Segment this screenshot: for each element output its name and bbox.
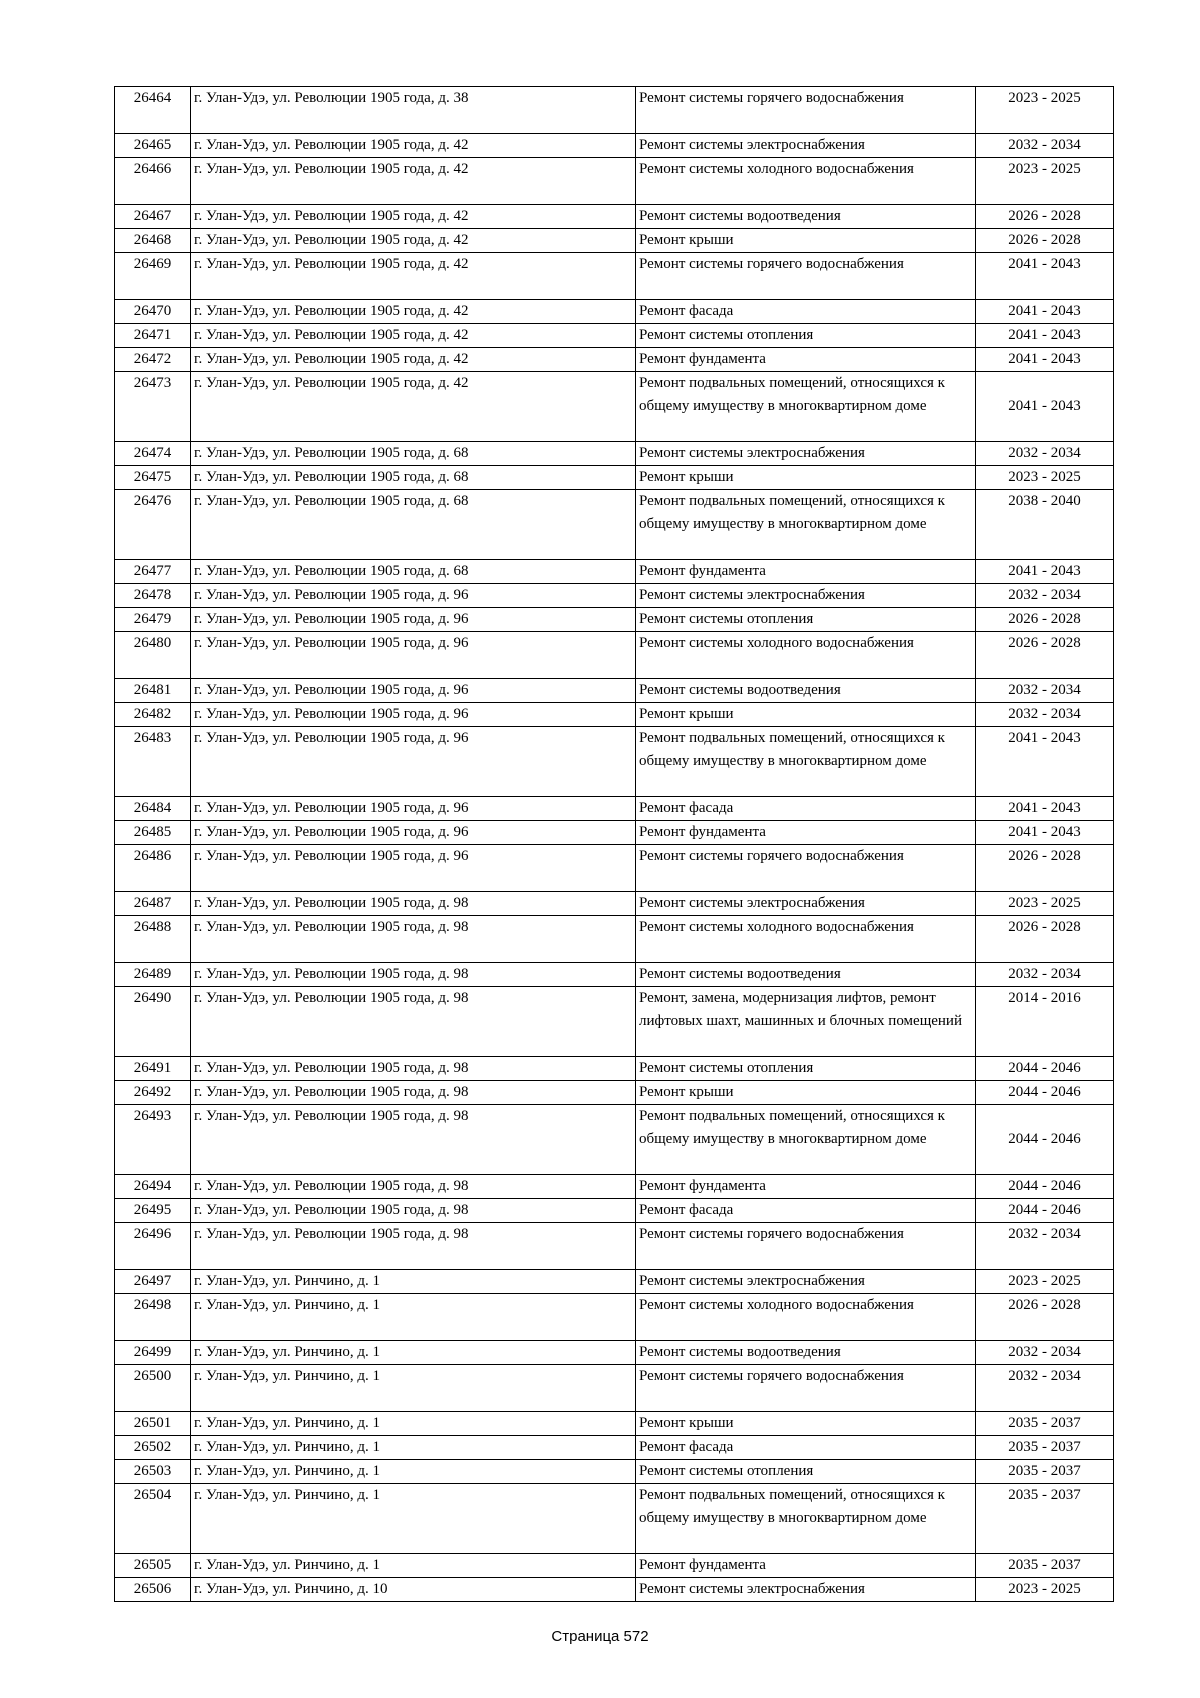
row-number-cell: 26504 [115, 1484, 191, 1554]
row-number-cell: 26506 [115, 1578, 191, 1602]
work-type-cell: Ремонт крыши [636, 229, 976, 253]
address-cell: г. Улан-Удэ, ул. Революции 1905 года, д. 42 [191, 205, 636, 229]
row-number-cell: 26486 [115, 845, 191, 892]
table-row [115, 1270, 1114, 1294]
table-row [115, 1294, 1114, 1341]
period-cell: 2044 - 2046 [976, 1105, 1114, 1175]
row-number-cell: 26488 [115, 916, 191, 963]
work-type-cell: Ремонт фундамента [636, 348, 976, 372]
address-cell: г. Улан-Удэ, ул. Ринчино, д. 1 [191, 1436, 636, 1460]
row-number-cell: 26465 [115, 134, 191, 158]
work-type-cell: Ремонт системы электроснабжения [636, 134, 976, 158]
address-cell: г. Улан-Удэ, ул. Революции 1905 года, д. 98 [191, 1057, 636, 1081]
row-number-cell: 26475 [115, 466, 191, 490]
row-number-cell: 26474 [115, 442, 191, 466]
period-cell: 2023 - 2025 [976, 892, 1114, 916]
row-number-cell: 26487 [115, 892, 191, 916]
row-number-cell: 26480 [115, 632, 191, 679]
period-cell: 2044 - 2046 [976, 1175, 1114, 1199]
period-cell: 2041 - 2043 [976, 324, 1114, 348]
row-number-cell: 26495 [115, 1199, 191, 1223]
row-number-cell: 26470 [115, 300, 191, 324]
period-cell: 2026 - 2028 [976, 608, 1114, 632]
row-number-cell: 26503 [115, 1460, 191, 1484]
work-type-cell: Ремонт фундамента [636, 1554, 976, 1578]
row-number-cell: 26471 [115, 324, 191, 348]
period-cell: 2032 - 2034 [976, 1341, 1114, 1365]
address-cell: г. Улан-Удэ, ул. Революции 1905 года, д. 98 [191, 1105, 636, 1175]
period-cell: 2032 - 2034 [976, 1223, 1114, 1270]
address-cell: г. Улан-Удэ, ул. Революции 1905 года, д. 98 [191, 892, 636, 916]
address-cell: г. Улан-Удэ, ул. Революции 1905 года, д. 42 [191, 158, 636, 205]
table-row [115, 608, 1114, 632]
work-type-cell: Ремонт фундамента [636, 560, 976, 584]
work-type-cell: Ремонт системы отопления [636, 324, 976, 348]
table-row [115, 821, 1114, 845]
row-number-cell: 26482 [115, 703, 191, 727]
table-row [115, 372, 1114, 442]
work-type-cell: Ремонт системы водоотведения [636, 679, 976, 703]
table-row [115, 1460, 1114, 1484]
work-type-cell: Ремонт фасада [636, 1436, 976, 1460]
address-cell: г. Улан-Удэ, ул. Революции 1905 года, д. 42 [191, 348, 636, 372]
period-cell: 2026 - 2028 [976, 632, 1114, 679]
table-row [115, 490, 1114, 560]
address-cell: г. Улан-Удэ, ул. Революции 1905 года, д. 96 [191, 797, 636, 821]
table-row [115, 1412, 1114, 1436]
work-type-cell: Ремонт подвальных помещений, относящихся к общему имуществу в многоквартирном доме [636, 1105, 976, 1175]
period-cell: 2023 - 2025 [976, 158, 1114, 205]
table-row [115, 1057, 1114, 1081]
capital-repair-table [114, 86, 1114, 1602]
period-cell: 2032 - 2034 [976, 703, 1114, 727]
table-row [115, 845, 1114, 892]
period-cell: 2026 - 2028 [976, 1294, 1114, 1341]
work-type-cell: Ремонт системы холодного водоснабжения [636, 632, 976, 679]
address-cell: г. Улан-Удэ, ул. Революции 1905 года, д. 42 [191, 324, 636, 348]
address-cell: г. Улан-Удэ, ул. Революции 1905 года, д. 38 [191, 87, 636, 134]
period-cell: 2032 - 2034 [976, 1365, 1114, 1412]
row-number-cell: 26472 [115, 348, 191, 372]
period-cell: 2041 - 2043 [976, 253, 1114, 300]
row-number-cell: 26493 [115, 1105, 191, 1175]
table-row [115, 466, 1114, 490]
address-cell: г. Улан-Удэ, ул. Ринчино, д. 1 [191, 1412, 636, 1436]
address-cell: г. Улан-Удэ, ул. Ринчино, д. 1 [191, 1460, 636, 1484]
row-number-cell: 26485 [115, 821, 191, 845]
address-cell: г. Улан-Удэ, ул. Революции 1905 года, д. 96 [191, 679, 636, 703]
row-number-cell: 26469 [115, 253, 191, 300]
address-cell: г. Улан-Удэ, ул. Революции 1905 года, д. 98 [191, 1199, 636, 1223]
row-number-cell: 26478 [115, 584, 191, 608]
table-row [115, 1223, 1114, 1270]
address-cell: г. Улан-Удэ, ул. Революции 1905 года, д. 42 [191, 300, 636, 324]
row-number-cell: 26466 [115, 158, 191, 205]
work-type-cell: Ремонт системы водоотведения [636, 1341, 976, 1365]
work-type-cell: Ремонт системы холодного водоснабжения [636, 916, 976, 963]
row-number-cell: 26476 [115, 490, 191, 560]
address-cell: г. Улан-Удэ, ул. Революции 1905 года, д. 96 [191, 845, 636, 892]
address-cell: г. Улан-Удэ, ул. Революции 1905 года, д. 98 [191, 987, 636, 1057]
period-cell: 2032 - 2034 [976, 584, 1114, 608]
work-type-cell: Ремонт системы горячего водоснабжения [636, 87, 976, 134]
table-row [115, 442, 1114, 466]
address-cell: г. Улан-Удэ, ул. Ринчино, д. 1 [191, 1341, 636, 1365]
work-type-cell: Ремонт фасада [636, 1199, 976, 1223]
row-number-cell: 26496 [115, 1223, 191, 1270]
row-number-cell: 26473 [115, 372, 191, 442]
row-number-cell: 26477 [115, 560, 191, 584]
work-type-cell: Ремонт системы отопления [636, 1460, 976, 1484]
table-row [115, 1554, 1114, 1578]
row-number-cell: 26484 [115, 797, 191, 821]
period-cell: 2041 - 2043 [976, 348, 1114, 372]
row-number-cell: 26467 [115, 205, 191, 229]
address-cell: г. Улан-Удэ, ул. Революции 1905 года, д. 98 [191, 963, 636, 987]
work-type-cell: Ремонт системы горячего водоснабжения [636, 845, 976, 892]
row-number-cell: 26499 [115, 1341, 191, 1365]
work-type-cell: Ремонт подвальных помещений, относящихся к общему имуществу в многоквартирном доме [636, 727, 976, 797]
period-cell: 2041 - 2043 [976, 560, 1114, 584]
address-cell: г. Улан-Удэ, ул. Ринчино, д. 1 [191, 1294, 636, 1341]
table-row [115, 679, 1114, 703]
row-number-cell: 26479 [115, 608, 191, 632]
address-cell: г. Улан-Удэ, ул. Революции 1905 года, д. 42 [191, 229, 636, 253]
table-row [115, 205, 1114, 229]
address-cell: г. Улан-Удэ, ул. Ринчино, д. 1 [191, 1554, 636, 1578]
work-type-cell: Ремонт системы электроснабжения [636, 1578, 976, 1602]
work-type-cell: Ремонт крыши [636, 466, 976, 490]
table-row [115, 1436, 1114, 1460]
address-cell: г. Улан-Удэ, ул. Революции 1905 года, д. 68 [191, 466, 636, 490]
address-cell: г. Улан-Удэ, ул. Революции 1905 года, д. 98 [191, 1175, 636, 1199]
period-cell: 2044 - 2046 [976, 1081, 1114, 1105]
address-cell: г. Улан-Удэ, ул. Ринчино, д. 1 [191, 1484, 636, 1554]
table-row [115, 253, 1114, 300]
table-row [115, 703, 1114, 727]
period-cell: 2023 - 2025 [976, 1270, 1114, 1294]
row-number-cell: 26464 [115, 87, 191, 134]
table-row [115, 324, 1114, 348]
table-row [115, 1341, 1114, 1365]
address-cell: г. Улан-Удэ, ул. Революции 1905 года, д. 42 [191, 134, 636, 158]
work-type-cell: Ремонт системы горячего водоснабжения [636, 253, 976, 300]
period-cell: 2026 - 2028 [976, 205, 1114, 229]
period-cell: 2023 - 2025 [976, 87, 1114, 134]
table-row [115, 87, 1114, 134]
period-cell: 2041 - 2043 [976, 821, 1114, 845]
table-row [115, 727, 1114, 797]
period-cell: 2041 - 2043 [976, 797, 1114, 821]
address-cell: г. Улан-Удэ, ул. Ринчино, д. 1 [191, 1365, 636, 1412]
row-number-cell: 26502 [115, 1436, 191, 1460]
period-cell: 2026 - 2028 [976, 229, 1114, 253]
row-number-cell: 26492 [115, 1081, 191, 1105]
row-number-cell: 26498 [115, 1294, 191, 1341]
period-cell: 2035 - 2037 [976, 1554, 1114, 1578]
table-body [115, 87, 1114, 1602]
period-cell: 2032 - 2034 [976, 679, 1114, 703]
period-cell: 2023 - 2025 [976, 466, 1114, 490]
table-row [115, 348, 1114, 372]
address-cell: г. Улан-Удэ, ул. Революции 1905 года, д. 68 [191, 490, 636, 560]
address-cell: г. Улан-Удэ, ул. Революции 1905 года, д. 96 [191, 608, 636, 632]
address-cell: г. Улан-Удэ, ул. Ринчино, д. 10 [191, 1578, 636, 1602]
period-cell: 2041 - 2043 [976, 372, 1114, 442]
table-row [115, 560, 1114, 584]
address-cell: г. Улан-Удэ, ул. Революции 1905 года, д. 68 [191, 560, 636, 584]
period-cell: 2041 - 2043 [976, 727, 1114, 797]
work-type-cell: Ремонт системы горячего водоснабжения [636, 1223, 976, 1270]
page-number: Страница 572 [551, 1628, 649, 1645]
table-row [115, 1578, 1114, 1602]
table-row [115, 134, 1114, 158]
row-number-cell: 26500 [115, 1365, 191, 1412]
period-cell: 2041 - 2043 [976, 300, 1114, 324]
address-cell: г. Улан-Удэ, ул. Революции 1905 года, д. 98 [191, 916, 636, 963]
address-cell: г. Улан-Удэ, ул. Революции 1905 года, д. 96 [191, 703, 636, 727]
period-cell: 2035 - 2037 [976, 1436, 1114, 1460]
period-cell: 2023 - 2025 [976, 1578, 1114, 1602]
row-number-cell: 26494 [115, 1175, 191, 1199]
period-cell: 2044 - 2046 [976, 1057, 1114, 1081]
period-cell: 2032 - 2034 [976, 134, 1114, 158]
row-number-cell: 26490 [115, 987, 191, 1057]
address-cell: г. Улан-Удэ, ул. Ринчино, д. 1 [191, 1270, 636, 1294]
work-type-cell: Ремонт системы холодного водоснабжения [636, 1294, 976, 1341]
row-number-cell: 26483 [115, 727, 191, 797]
address-cell: г. Улан-Удэ, ул. Революции 1905 года, д. 98 [191, 1223, 636, 1270]
work-type-cell: Ремонт крыши [636, 1081, 976, 1105]
table-row [115, 1175, 1114, 1199]
work-type-cell: Ремонт фасада [636, 300, 976, 324]
period-cell: 2035 - 2037 [976, 1460, 1114, 1484]
period-cell: 2038 - 2040 [976, 490, 1114, 560]
period-cell: 2035 - 2037 [976, 1484, 1114, 1554]
address-cell: г. Улан-Удэ, ул. Революции 1905 года, д. 96 [191, 632, 636, 679]
row-number-cell: 26481 [115, 679, 191, 703]
work-type-cell: Ремонт системы водоотведения [636, 963, 976, 987]
work-type-cell: Ремонт системы отопления [636, 1057, 976, 1081]
table-row [115, 300, 1114, 324]
work-type-cell: Ремонт системы электроснабжения [636, 1270, 976, 1294]
table-row [115, 987, 1114, 1057]
work-type-cell: Ремонт фундамента [636, 1175, 976, 1199]
address-cell: г. Улан-Удэ, ул. Революции 1905 года, д. 96 [191, 821, 636, 845]
table-row [115, 892, 1114, 916]
work-type-cell: Ремонт системы водоотведения [636, 205, 976, 229]
table-row [115, 229, 1114, 253]
address-cell: г. Улан-Удэ, ул. Революции 1905 года, д. 96 [191, 727, 636, 797]
row-number-cell: 26491 [115, 1057, 191, 1081]
table-row [115, 963, 1114, 987]
table-row [115, 1365, 1114, 1412]
row-number-cell: 26501 [115, 1412, 191, 1436]
period-cell: 2026 - 2028 [976, 916, 1114, 963]
work-type-cell: Ремонт фундамента [636, 821, 976, 845]
period-cell: 2032 - 2034 [976, 963, 1114, 987]
period-cell: 2035 - 2037 [976, 1412, 1114, 1436]
work-type-cell: Ремонт системы холодного водоснабжения [636, 158, 976, 205]
work-type-cell: Ремонт крыши [636, 1412, 976, 1436]
address-cell: г. Улан-Удэ, ул. Революции 1905 года, д. 98 [191, 1081, 636, 1105]
address-cell: г. Улан-Удэ, ул. Революции 1905 года, д. 42 [191, 253, 636, 300]
work-type-cell: Ремонт системы электроснабжения [636, 892, 976, 916]
address-cell: г. Улан-Удэ, ул. Революции 1905 года, д. 68 [191, 442, 636, 466]
address-cell: г. Улан-Удэ, ул. Революции 1905 года, д. 96 [191, 584, 636, 608]
work-type-cell: Ремонт системы отопления [636, 608, 976, 632]
row-number-cell: 26505 [115, 1554, 191, 1578]
work-type-cell: Ремонт крыши [636, 703, 976, 727]
work-type-cell: Ремонт системы горячего водоснабжения [636, 1365, 976, 1412]
row-number-cell: 26468 [115, 229, 191, 253]
table-row [115, 916, 1114, 963]
work-type-cell: Ремонт фасада [636, 797, 976, 821]
row-number-cell: 26489 [115, 963, 191, 987]
address-cell: г. Улан-Удэ, ул. Революции 1905 года, д. 42 [191, 372, 636, 442]
table-row [115, 797, 1114, 821]
table-row [115, 584, 1114, 608]
table-row [115, 1081, 1114, 1105]
table-row [115, 632, 1114, 679]
table-row [115, 158, 1114, 205]
work-type-cell: Ремонт системы электроснабжения [636, 442, 976, 466]
period-cell: 2026 - 2028 [976, 845, 1114, 892]
row-number-cell: 26497 [115, 1270, 191, 1294]
work-type-cell: Ремонт подвальных помещений, относящихся к общему имуществу в многоквартирном доме [636, 1484, 976, 1554]
period-cell: 2032 - 2034 [976, 442, 1114, 466]
period-cell: 2014 - 2016 [976, 987, 1114, 1057]
period-cell: 2044 - 2046 [976, 1199, 1114, 1223]
work-type-cell: Ремонт, замена, модернизация лифтов, ремонт лифтовых шахт, машинных и блочных помещений [636, 987, 976, 1057]
work-type-cell: Ремонт системы электроснабжения [636, 584, 976, 608]
table-row [115, 1484, 1114, 1554]
work-type-cell: Ремонт подвальных помещений, относящихся к общему имуществу в многоквартирном доме [636, 372, 976, 442]
work-type-cell: Ремонт подвальных помещений, относящихся к общему имуществу в многоквартирном доме [636, 490, 976, 560]
table-row [115, 1199, 1114, 1223]
table-row [115, 1105, 1114, 1175]
